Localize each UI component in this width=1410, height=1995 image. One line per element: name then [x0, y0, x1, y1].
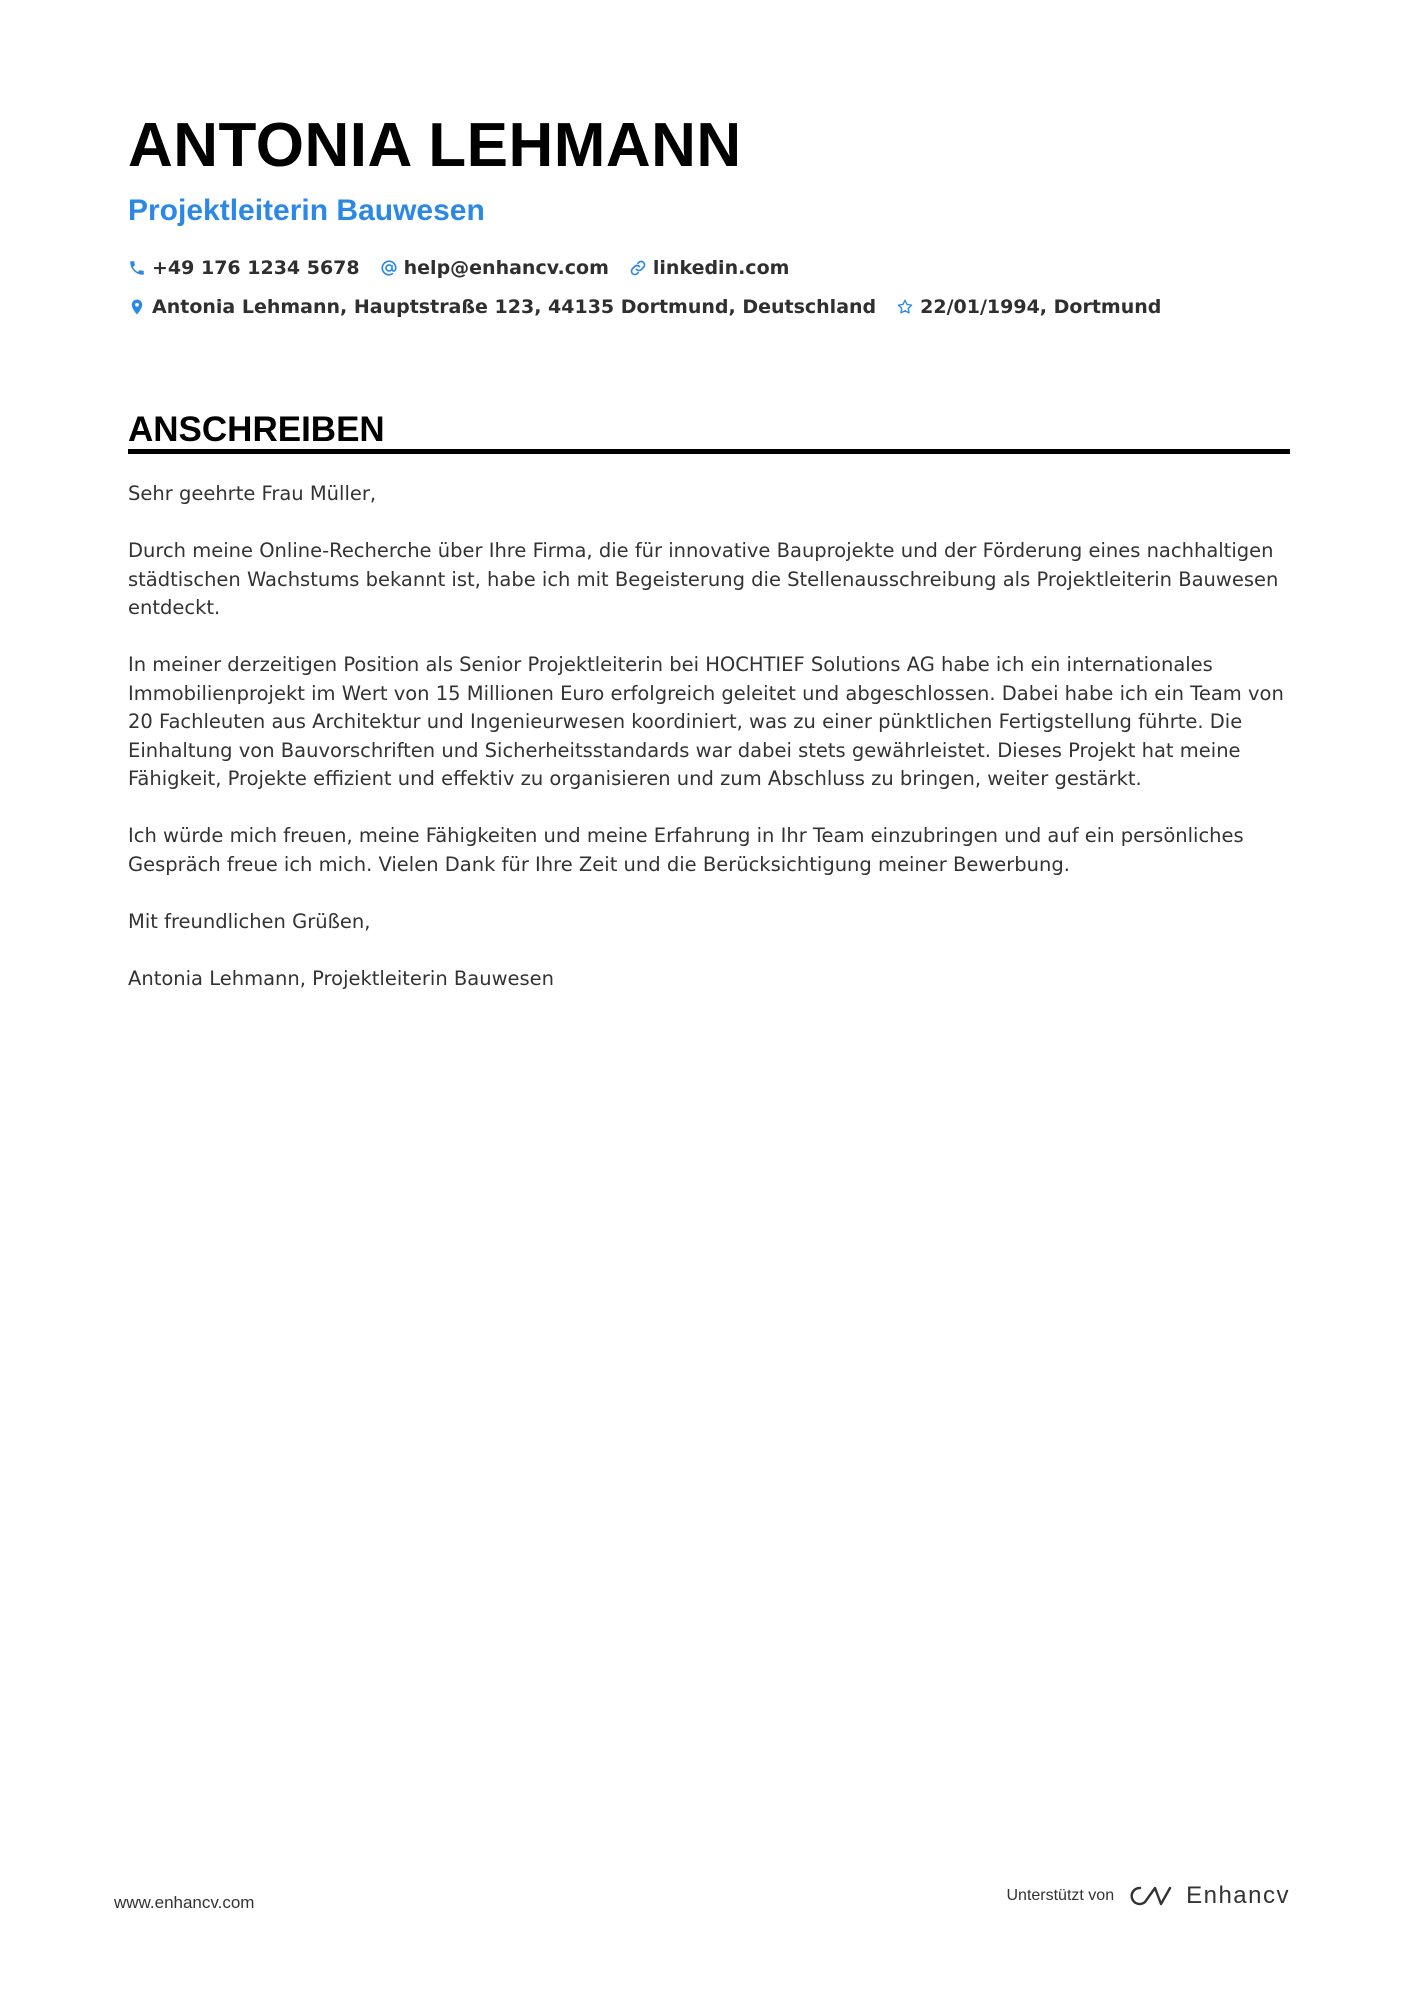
contact-email: [380, 257, 609, 279]
footer-url: www.enhancv.com: [114, 1893, 255, 1912]
closing: Mit freundlichen Grüßen,: [128, 909, 371, 933]
phone-number: +49 176 1234 5678: [152, 257, 360, 279]
brand-name: Enhancv: [1186, 1882, 1290, 1909]
letter-body: [128, 480, 1293, 1022]
section-divider: [128, 449, 1290, 454]
location-pin-icon: [128, 298, 146, 316]
applicant-name: ANTONIA LEHMANN: [128, 111, 742, 180]
phone-icon: [128, 259, 146, 277]
contact-row-1: [128, 253, 809, 283]
powered-by-label: Unterstützt von: [1006, 1887, 1115, 1904]
enhancv-logo-icon: [1126, 1882, 1174, 1910]
letter-paragraph: Ich würde mich freuen, meine Fähigkeiten und meine Erfahrung in Ihr Team einzubringen und auf ein persönliches Gespräch freue ich mich. Vielen Dank für Ihre Zeit und die Berücksichtigung meiner Bewerbung.: [128, 824, 1244, 876]
contact-row-2: [128, 292, 1181, 322]
postal-address: Antonia Lehmann, Hauptstraße 123, 44135 Dortmund, Deutschland: [152, 296, 877, 318]
salutation: Sehr geehrte Frau Müller,: [128, 482, 377, 505]
contact-birth: [896, 296, 1161, 318]
contact-linkedin: [629, 257, 790, 279]
contact-address: [128, 296, 876, 318]
letter-paragraph: In meiner derzeitigen Position als Senior Projektleiterin bei HOCHTIEF Solutions AG habe ich ein internationales Immobilienprojekt im Wert von 15 Millionen Euro erfolgreich geleitet und abgeschlossen. Dabei habe ich ein Team von 20 Fachleuten aus Architektur und Ingenieurwesen koordiniert, was zu einer pünktlichen Fertigstellung führte. Die Einhaltung von Bauvorschriften und Sicherheitsstandards war dabei stets gewährleistet. Dieses Projekt hat meine Fähigkeit, Projekte effizient und effektiv zu organisieren und zum Abschluss zu bringen, weiter gestärkt.: [128, 653, 1284, 790]
email-address: help@enhancv.com: [403, 257, 609, 279]
link-icon: [629, 259, 647, 277]
at-icon: [380, 259, 398, 277]
signature: Antonia Lehmann, Projektleiterin Bauwesen: [128, 966, 555, 990]
contact-phone: [128, 257, 360, 279]
section-title: ANSCHREIBEN: [128, 410, 385, 449]
applicant-title: Projektleiterin Bauwesen: [128, 194, 485, 227]
birth-date-place: 22/01/1994, Dortmund: [920, 296, 1162, 318]
star-icon: [896, 298, 914, 316]
letter-paragraph: Durch meine Online-Recherche über Ihre Firma, die für innovative Bauprojekte und der Förderung eines nachhaltigen städtischen Wachstums bekannt ist, habe ich mit Begeisterung die Stellenausschreibung als Projektleiterin Bauwesen entdeckt.: [128, 539, 1279, 619]
powered-by: [1006, 1882, 1290, 1910]
linkedin-url: linkedin.com: [652, 257, 790, 279]
